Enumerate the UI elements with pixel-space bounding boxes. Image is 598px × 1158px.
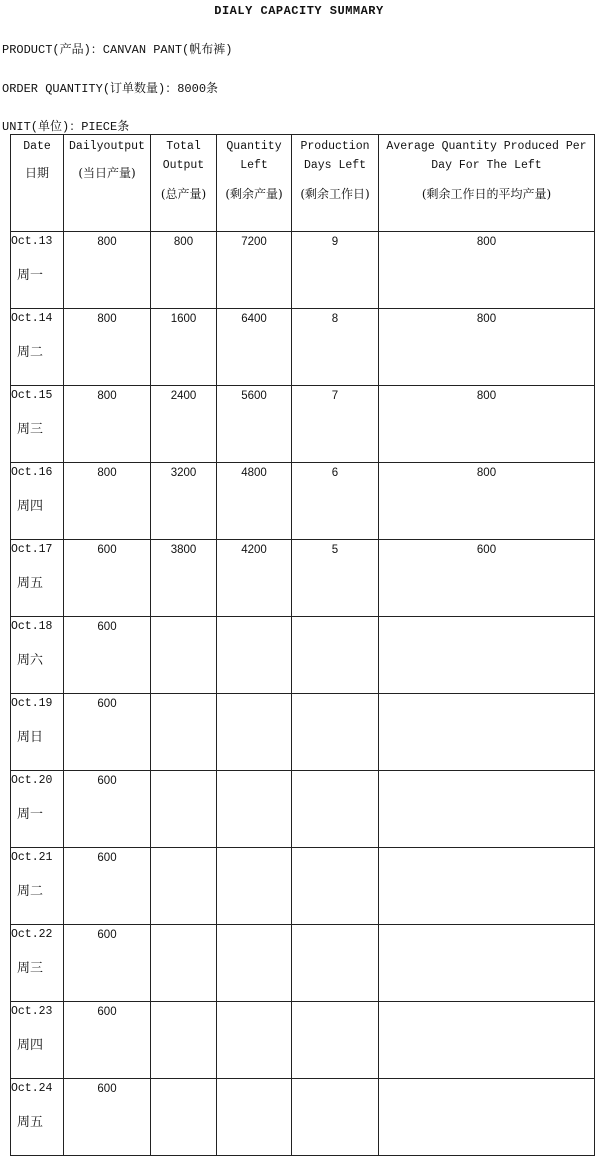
days-left-cell: 7 — [331, 390, 339, 402]
header-date-zh: 日期 — [24, 166, 49, 180]
average-quantity-cell: 600 — [476, 544, 497, 556]
date-cell — [11, 1002, 64, 1079]
weekday-text: 周三 — [17, 422, 44, 437]
date-text: Oct.19 — [11, 697, 53, 710]
days-left-cell: 6 — [331, 467, 339, 479]
date-text: Oct.21 — [11, 851, 53, 864]
weekday-text: 周六 — [17, 653, 44, 668]
date-text: Oct.14 — [11, 312, 53, 325]
date-text: Oct.15 — [11, 389, 53, 402]
date-cell — [11, 463, 64, 540]
quantity-left-cell — [217, 771, 291, 775]
total-output-cell — [151, 694, 216, 698]
daily-output-cell: 800 — [97, 467, 117, 479]
average-quantity-cell — [379, 1002, 594, 1006]
quantity-left-cell — [217, 848, 291, 852]
daily-output-cell: 800 — [97, 313, 117, 325]
total-output-cell: 3800 — [170, 544, 197, 556]
order-quantity-line: ORDER QUANTITY(订单数量)：8000条 — [2, 82, 219, 96]
unit-line: UNIT(单位)：PIECE条 — [2, 120, 130, 134]
weekday-text: 周四 — [17, 1038, 44, 1053]
date-text: Oct.17 — [11, 543, 53, 556]
table-header-row — [11, 135, 595, 232]
average-quantity-cell — [379, 617, 594, 621]
days-left-cell — [292, 925, 378, 929]
daily-output-cell: 600 — [97, 698, 117, 710]
table-row — [11, 463, 595, 540]
weekday-text: 周五 — [17, 576, 44, 591]
date-cell — [11, 771, 64, 848]
product-line: PRODUCT(产品)：CANVAN PANT(帆布裤) — [2, 43, 233, 57]
days-left-cell — [292, 1002, 378, 1006]
days-left-cell: 5 — [331, 544, 339, 556]
table-row — [11, 386, 595, 463]
quantity-left-cell: 5600 — [241, 390, 267, 402]
quantity-left-cell: 6400 — [241, 313, 267, 325]
capacity-table — [10, 134, 595, 1156]
header-date — [11, 135, 64, 232]
weekday-text: 周四 — [17, 499, 44, 514]
table-row — [11, 1002, 595, 1079]
days-left-cell — [292, 617, 378, 621]
weekday-text: 周五 — [17, 1115, 44, 1130]
date-cell — [11, 925, 64, 1002]
average-quantity-cell — [379, 694, 594, 698]
weekday-text: 周一 — [17, 268, 44, 283]
average-quantity-cell: 800 — [476, 390, 497, 402]
total-output-cell — [151, 1079, 216, 1083]
table-row — [11, 925, 595, 1002]
average-quantity-cell — [379, 771, 594, 775]
quantity-left-cell — [217, 617, 291, 621]
date-cell — [11, 694, 64, 771]
date-text: Oct.24 — [11, 1082, 53, 1095]
header-average — [379, 135, 595, 232]
days-left-cell — [292, 771, 378, 775]
average-quantity-cell — [379, 848, 594, 852]
days-left-cell — [292, 848, 378, 852]
header-average-zh: (剩余工作日的平均产量) — [421, 187, 552, 201]
header-quantity-left-en: Quantity Left — [226, 140, 282, 172]
date-cell — [11, 232, 64, 309]
date-cell — [11, 309, 64, 386]
table-row — [11, 540, 595, 617]
average-quantity-cell: 800 — [476, 313, 497, 325]
daily-output-cell: 600 — [97, 621, 117, 633]
table-row — [11, 771, 595, 848]
days-left-cell: 8 — [331, 313, 339, 325]
average-quantity-cell: 800 — [476, 236, 497, 248]
table-row — [11, 848, 595, 925]
average-quantity-cell — [379, 1079, 594, 1083]
average-quantity-cell: 800 — [476, 467, 497, 479]
header-days-left — [292, 135, 379, 232]
quantity-left-cell — [217, 1002, 291, 1006]
date-text: Oct.20 — [11, 774, 53, 787]
daily-output-cell: 800 — [97, 390, 117, 402]
header-date-en: Date — [23, 140, 51, 153]
header-days-left-zh: (剩余工作日) — [300, 187, 370, 201]
date-cell — [11, 540, 64, 617]
date-text: Oct.22 — [11, 928, 53, 941]
quantity-left-cell: 4200 — [241, 544, 267, 556]
daily-output-cell: 600 — [97, 1006, 117, 1018]
daily-output-cell: 600 — [97, 929, 117, 941]
table-bottom-line — [20, 1155, 594, 1156]
header-total-output-en: Total Output — [162, 140, 205, 172]
quantity-left-cell: 4800 — [241, 467, 267, 479]
days-left-cell — [292, 1079, 378, 1083]
weekday-text: 周一 — [17, 807, 44, 822]
average-quantity-cell — [379, 925, 594, 929]
header-quantity-left-zh: (剩余产量) — [225, 187, 283, 201]
header-daily-output-zh: (当日产量) — [78, 166, 136, 180]
daily-output-cell: 600 — [97, 1083, 117, 1095]
date-cell — [11, 617, 64, 694]
header-daily-output-en: Dailyoutput — [69, 140, 145, 153]
total-output-cell: 800 — [173, 236, 194, 248]
table-row — [11, 232, 595, 309]
date-cell — [11, 386, 64, 463]
table-row — [11, 1079, 595, 1156]
days-left-cell: 9 — [331, 236, 339, 248]
date-text: Oct.16 — [11, 466, 53, 479]
date-text: Oct.23 — [11, 1005, 53, 1018]
table-row — [11, 617, 595, 694]
weekday-text: 周三 — [17, 961, 44, 976]
total-output-cell: 3200 — [170, 467, 197, 479]
date-text: Oct.18 — [11, 620, 53, 633]
weekday-text: 周二 — [17, 345, 44, 360]
table-row — [11, 309, 595, 386]
header-total-output — [151, 135, 217, 232]
header-total-output-zh: (总产量) — [160, 187, 207, 201]
daily-output-cell: 600 — [97, 544, 117, 556]
date-cell — [11, 1079, 64, 1156]
quantity-left-cell — [217, 925, 291, 929]
header-daily-output — [64, 135, 151, 232]
header-days-left-en: Production Days Left — [300, 140, 370, 172]
weekday-text: 周二 — [17, 884, 44, 899]
document-title: DIALY CAPACITY SUMMARY — [214, 4, 384, 18]
daily-output-cell: 600 — [97, 775, 117, 787]
header-average-en: Average Quantity Produced Per Day For The Left — [386, 140, 587, 172]
daily-output-cell: 600 — [97, 852, 117, 864]
header-quantity-left — [217, 135, 292, 232]
days-left-cell — [292, 694, 378, 698]
quantity-left-cell: 7200 — [241, 236, 267, 248]
date-cell — [11, 848, 64, 925]
date-text: Oct.13 — [11, 235, 53, 248]
total-output-cell — [151, 771, 216, 775]
total-output-cell: 1600 — [170, 313, 197, 325]
weekday-text: 周日 — [17, 730, 44, 745]
total-output-cell — [151, 925, 216, 929]
quantity-left-cell — [217, 694, 291, 698]
total-output-cell — [151, 1002, 216, 1006]
total-output-cell: 2400 — [170, 390, 197, 402]
quantity-left-cell — [217, 1079, 291, 1083]
total-output-cell — [151, 848, 216, 852]
daily-output-cell: 800 — [97, 236, 117, 248]
table-row — [11, 694, 595, 771]
total-output-cell — [151, 617, 216, 621]
